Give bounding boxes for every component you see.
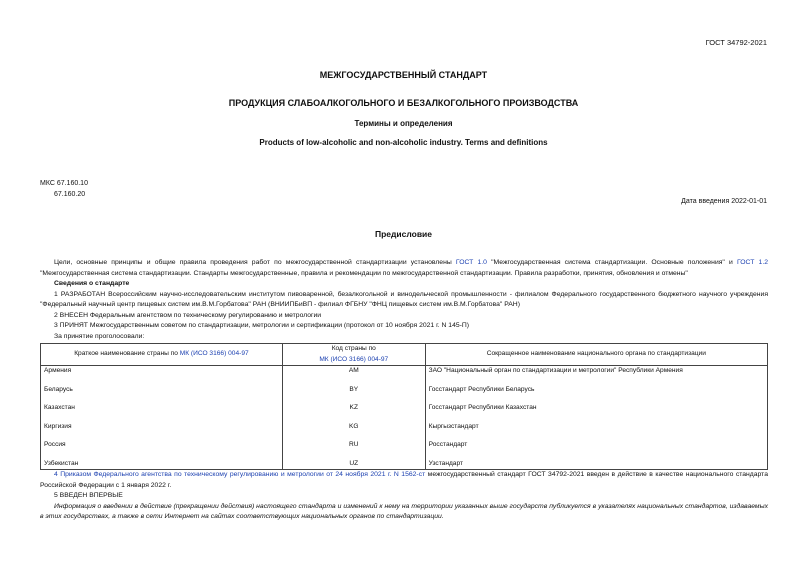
mk-iso-link[interactable]: МК (ИСО 3166) 004-97 bbox=[179, 350, 249, 358]
gost-identifier: ГОСТ 34792-2021 bbox=[705, 38, 767, 47]
gost-1-2-link[interactable]: ГОСТ 1.2 bbox=[736, 259, 769, 266]
table-header-row bbox=[41, 344, 768, 366]
code-cell: KZ bbox=[282, 403, 425, 422]
code-cell: UZ bbox=[282, 459, 425, 470]
text-segment: "Межгосударственная система стандартизации. Стандарты межгосударственные, правила и рекомендации по межгосударственной стандартизации. Правила разработки, принятия, обновления и отмены" bbox=[40, 269, 688, 277]
header-national-body: Сокращенное наименование национального органа по стандартизации bbox=[425, 344, 767, 366]
code-cell: BY bbox=[282, 385, 425, 404]
item-enacted bbox=[40, 470, 768, 491]
voting-countries-table bbox=[40, 343, 768, 470]
standard-type: МЕЖГОСУДАРСТВЕННЫЙ СТАНДАРТ bbox=[319, 70, 488, 80]
table-row bbox=[41, 366, 768, 385]
text-segment: "Межгосударственная система стандартизации. Основные положения" и bbox=[486, 259, 737, 266]
foreword-heading: Предисловие bbox=[374, 229, 433, 239]
header-country-code bbox=[282, 344, 425, 366]
country-cell: Россия bbox=[41, 440, 283, 459]
org-cell: Госстандарт Республики Казахстан bbox=[425, 403, 767, 422]
standard-info-heading: Сведения о стандарте bbox=[54, 280, 130, 287]
header-text: Код страны по bbox=[331, 345, 376, 352]
classification-codes bbox=[40, 178, 88, 200]
document-title-english: Products of low-alcoholic and non-alcoholic industry. Terms and definitions bbox=[259, 138, 548, 147]
mk-iso-link[interactable]: МК (ИСО 3166) 004-97 bbox=[319, 355, 389, 363]
mks-code-primary: МКС 67.160.10 bbox=[40, 180, 88, 187]
document-subtitle: Термины и определения bbox=[354, 119, 453, 128]
gost-1-0-link[interactable]: ГОСТ 1.0 bbox=[455, 259, 487, 266]
foreword-body bbox=[40, 258, 768, 523]
table-row bbox=[41, 403, 768, 422]
publication-note: Информация о введении в действие (прекращении действия) настоящего стандарта и изменений к нему на территории указанных выше государств публикуется в указателях национальных стандартов, издаваемых в этих государствах, а также в сети Интернет на сайтах соответствующих национальных органов по стандартизации. bbox=[40, 502, 768, 521]
code-cell: KG bbox=[282, 422, 425, 441]
header-text: Краткое наименование страны по bbox=[74, 350, 180, 358]
code-cell: AM bbox=[282, 366, 425, 385]
country-cell: Армения bbox=[41, 366, 283, 385]
country-cell: Беларусь bbox=[41, 385, 283, 404]
item-submitted: 2 ВНЕСЕН Федеральным агентством по техническому регулированию и метрологии bbox=[54, 311, 322, 319]
org-cell: Узстандарт bbox=[425, 459, 767, 470]
country-cell: Казахстан bbox=[41, 403, 283, 422]
code-cell: RU bbox=[282, 440, 425, 459]
mks-code-secondary: 67.160.20 bbox=[54, 191, 86, 198]
text-segment: межгосударственный стандарт ГОСТ 34792-2021 введен в действие в качестве национального стандарта Российской Федерации с 1 января 2022 г. bbox=[40, 471, 769, 489]
item-developed: 1 РАЗРАБОТАН Всероссийским научно-исследовательским институтом пивоваренной, безалкогольной и винодельческой промышленности - филиалом Федерального государственного бюджетного научного учреждения "Федеральный научный центр пищевых систем им.В.М.Горбатова" РАН (ВНИИПБиВП - филиал ФГБНУ "ФНЦ пищевых систем им.В.М.Горбатова" РАН) bbox=[40, 290, 768, 308]
table-row bbox=[41, 459, 768, 470]
item-adopted: 3 ПРИНЯТ Межгосударственным советом по стандартизации, метрологии и сертификации (протокол от 10 ноября 2021 г. N 145-П) bbox=[54, 322, 470, 329]
org-cell: Кыргызстандарт bbox=[425, 422, 767, 441]
introduction-date: Дата введения 2022-01-01 bbox=[681, 198, 767, 205]
org-cell: Росстандарт bbox=[425, 440, 767, 459]
table-row bbox=[41, 422, 768, 441]
table-row bbox=[41, 440, 768, 459]
item-first-introduced: 5 ВВЕДЕН ВПЕРВЫЕ bbox=[54, 492, 123, 500]
org-cell: ЗАО "Национальный орган по стандартизации и метрологии" Республики Армения bbox=[425, 366, 767, 385]
org-cell: Госстандарт Республики Беларусь bbox=[425, 385, 767, 404]
table-row bbox=[41, 385, 768, 404]
country-cell: Киргизия bbox=[41, 422, 283, 441]
text-segment: Цели, основные принципы и общие правила проведения работ по межгосударственной стандартизации установлены bbox=[54, 259, 456, 266]
order-link[interactable]: 4 Приказом Федерального агентства по техническому регулированию и метрологии от 24 ноября 2021 г. N 1562-ст bbox=[54, 471, 426, 479]
document-title: ПРОДУКЦИЯ СЛАБОАЛКОГОЛЬНОГО И БЕЗАЛКОГОЛЬНОГО ПРОИЗВОДСТВА bbox=[228, 98, 579, 108]
country-cell: Узбекистан bbox=[41, 459, 283, 470]
header-country-name bbox=[41, 344, 283, 366]
voted-label: За принятие проголосовали: bbox=[54, 332, 145, 340]
foreword-paragraph-1 bbox=[40, 258, 768, 279]
